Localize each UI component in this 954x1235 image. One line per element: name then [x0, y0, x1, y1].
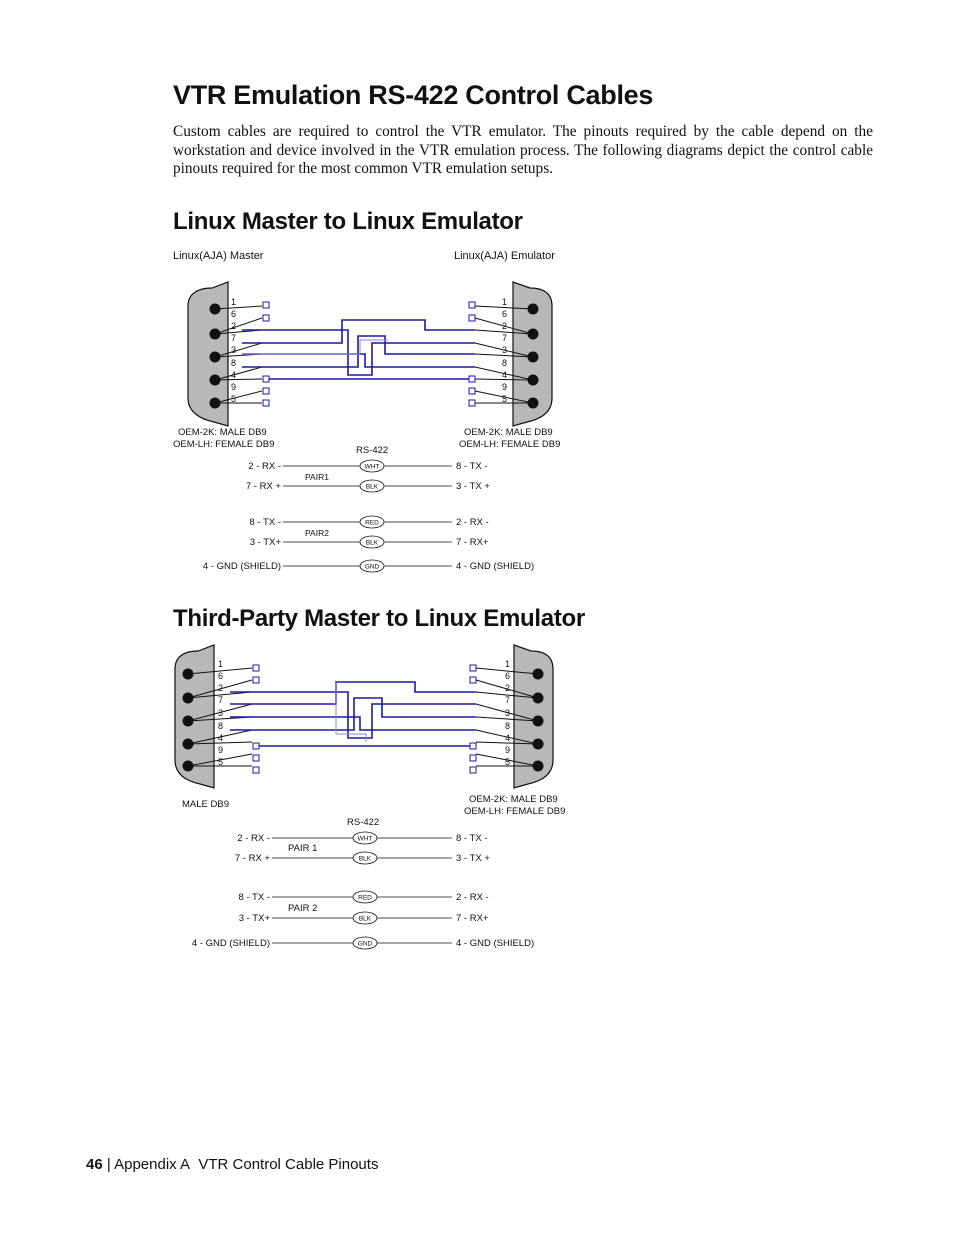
wire-right-label: 2 - RX -	[456, 517, 489, 528]
rs422-label: RS-422	[356, 445, 389, 456]
right-pin-number: 9	[502, 382, 508, 392]
left-pin-number: 6	[231, 309, 237, 319]
rs422-label: RS-422	[347, 817, 380, 828]
left-pin-number: 5	[218, 757, 224, 767]
wire-color-tag: RED	[365, 519, 379, 527]
right-pin-number: 7	[502, 333, 508, 343]
right-pin-number: 3	[505, 708, 511, 718]
wire-right-label: 8 - TX -	[456, 461, 488, 472]
wire-color-tag: WHT	[364, 463, 380, 471]
left-pin-number: 3	[218, 708, 224, 718]
footer-separator: |	[106, 1156, 111, 1173]
left-pin-number: 5	[231, 394, 237, 404]
pair-label: PAIR2	[305, 528, 329, 538]
left-pin-number: 1	[231, 297, 237, 307]
wire-left-label: 3 - TX+	[249, 537, 281, 548]
diagram-third-party-master-to-linux-emulator	[0, 640, 954, 960]
right-pin-number: 6	[502, 309, 508, 319]
right-pin-number: 8	[502, 358, 508, 368]
right-connector-label: Linux(AJA) Emulator	[454, 250, 555, 262]
left-pin-number: 8	[218, 721, 224, 731]
wire-right-label: 7 - RX+	[456, 913, 489, 924]
intro-paragraph: Custom cables are required to control the VTR emulator. The pinouts required by the cable depend on the workstation and device involved in the VTR emulation process. The following diagrams depict the control cable pinouts required for the most common VTR emulation setups.	[173, 123, 873, 177]
wire-color-tag: BLK	[365, 483, 379, 491]
diagram-linux-master-to-linux-emulator	[0, 240, 954, 580]
wire-color-tag: WHT	[357, 835, 373, 843]
wire-right-label: 2 - RX -	[456, 892, 489, 903]
wire-color-tag: RED	[358, 894, 372, 902]
right-pin-number: 2	[502, 321, 508, 331]
left-connector-type: OEM-LH: FEMALE DB9	[173, 439, 275, 450]
right-pin-number: 8	[505, 721, 511, 731]
right-pin-number: 3	[502, 345, 508, 355]
wire-color-tag: BLK	[365, 539, 379, 547]
left-pin-number: 7	[218, 695, 224, 705]
wire-right-label: 8 - TX -	[456, 833, 488, 844]
left-pin-number: 9	[231, 382, 237, 392]
left-pin-number: 2	[218, 683, 224, 693]
wire-right-label: 4 - GND (SHIELD)	[456, 561, 535, 572]
wire-right-label: 7 - RX+	[456, 537, 489, 548]
right-connector-type: OEM-2K: MALE DB9	[464, 427, 553, 438]
right-pin-number: 9	[505, 745, 511, 755]
right-pin-number: 2	[505, 683, 511, 693]
left-db9-connector	[188, 282, 228, 426]
wire-left-label: 7 - RX +	[245, 481, 281, 492]
wire-color-tag: BLK	[358, 855, 372, 863]
left-pin-number: 3	[231, 345, 237, 355]
left-pin-number: 4	[218, 733, 224, 743]
right-pin-number: 6	[505, 671, 511, 681]
footer-chapter: VTR Control Cable Pinouts	[198, 1156, 379, 1173]
pair-label: PAIR 1	[288, 843, 318, 854]
pair-label: PAIR 2	[288, 903, 318, 914]
section-heading-third-party-master: Third-Party Master to Linux Emulator	[173, 605, 585, 632]
left-pin-number: 2	[231, 321, 237, 331]
right-connector-type: OEM-2K: MALE DB9	[469, 794, 558, 805]
left-pin-number: 9	[218, 745, 224, 755]
wire-left-label: 8 - TX -	[238, 892, 270, 903]
wire-color-tag: GND	[364, 563, 380, 571]
right-pin-number: 7	[505, 695, 511, 705]
wire-color-tag: BLK	[358, 915, 372, 923]
left-pin-number: 8	[231, 358, 237, 368]
right-pin-number: 5	[505, 757, 511, 767]
page-title: VTR Emulation RS-422 Control Cables	[173, 80, 654, 110]
wire-color-tag: GND	[357, 940, 373, 948]
right-pin-number: 4	[505, 733, 511, 743]
left-pin-number: 7	[231, 333, 237, 343]
page-footer	[86, 1156, 378, 1173]
right-pin-number: 4	[502, 370, 508, 380]
right-pin-number: 1	[505, 659, 511, 669]
pair-label: PAIR1	[305, 472, 329, 482]
wire-left-label: 7 - RX +	[234, 853, 270, 864]
right-pin-number: 5	[502, 394, 508, 404]
left-connector-type: MALE DB9	[182, 799, 229, 810]
section-heading-linux-master: Linux Master to Linux Emulator	[173, 208, 523, 235]
wire-left-label: 4 - GND (SHIELD)	[202, 561, 281, 572]
wire-left-label: 8 - TX -	[249, 517, 281, 528]
wire-right-label: 3 - TX +	[456, 853, 490, 864]
footer-appendix: Appendix A	[114, 1156, 191, 1173]
right-connector-type: OEM-LH: FEMALE DB9	[459, 439, 561, 450]
wire-left-label: 4 - GND (SHIELD)	[191, 938, 270, 949]
right-pin-number: 1	[502, 297, 508, 307]
left-connector-type: OEM-2K: MALE DB9	[178, 427, 267, 438]
page-number: 46	[86, 1156, 103, 1173]
wire-left-label: 3 - TX+	[238, 913, 270, 924]
wire-right-label: 3 - TX +	[456, 481, 490, 492]
right-connector-type: OEM-LH: FEMALE DB9	[464, 806, 566, 817]
left-pin-number: 1	[218, 659, 224, 669]
left-pin-number: 6	[218, 671, 224, 681]
wire-left-label: 2 - RX -	[248, 461, 281, 472]
wire-left-label: 2 - RX -	[237, 833, 270, 844]
left-connector-label: Linux(AJA) Master	[173, 250, 264, 262]
wire-right-label: 4 - GND (SHIELD)	[456, 938, 535, 949]
left-db9-connector	[175, 645, 214, 788]
left-pin-number: 4	[231, 370, 237, 380]
